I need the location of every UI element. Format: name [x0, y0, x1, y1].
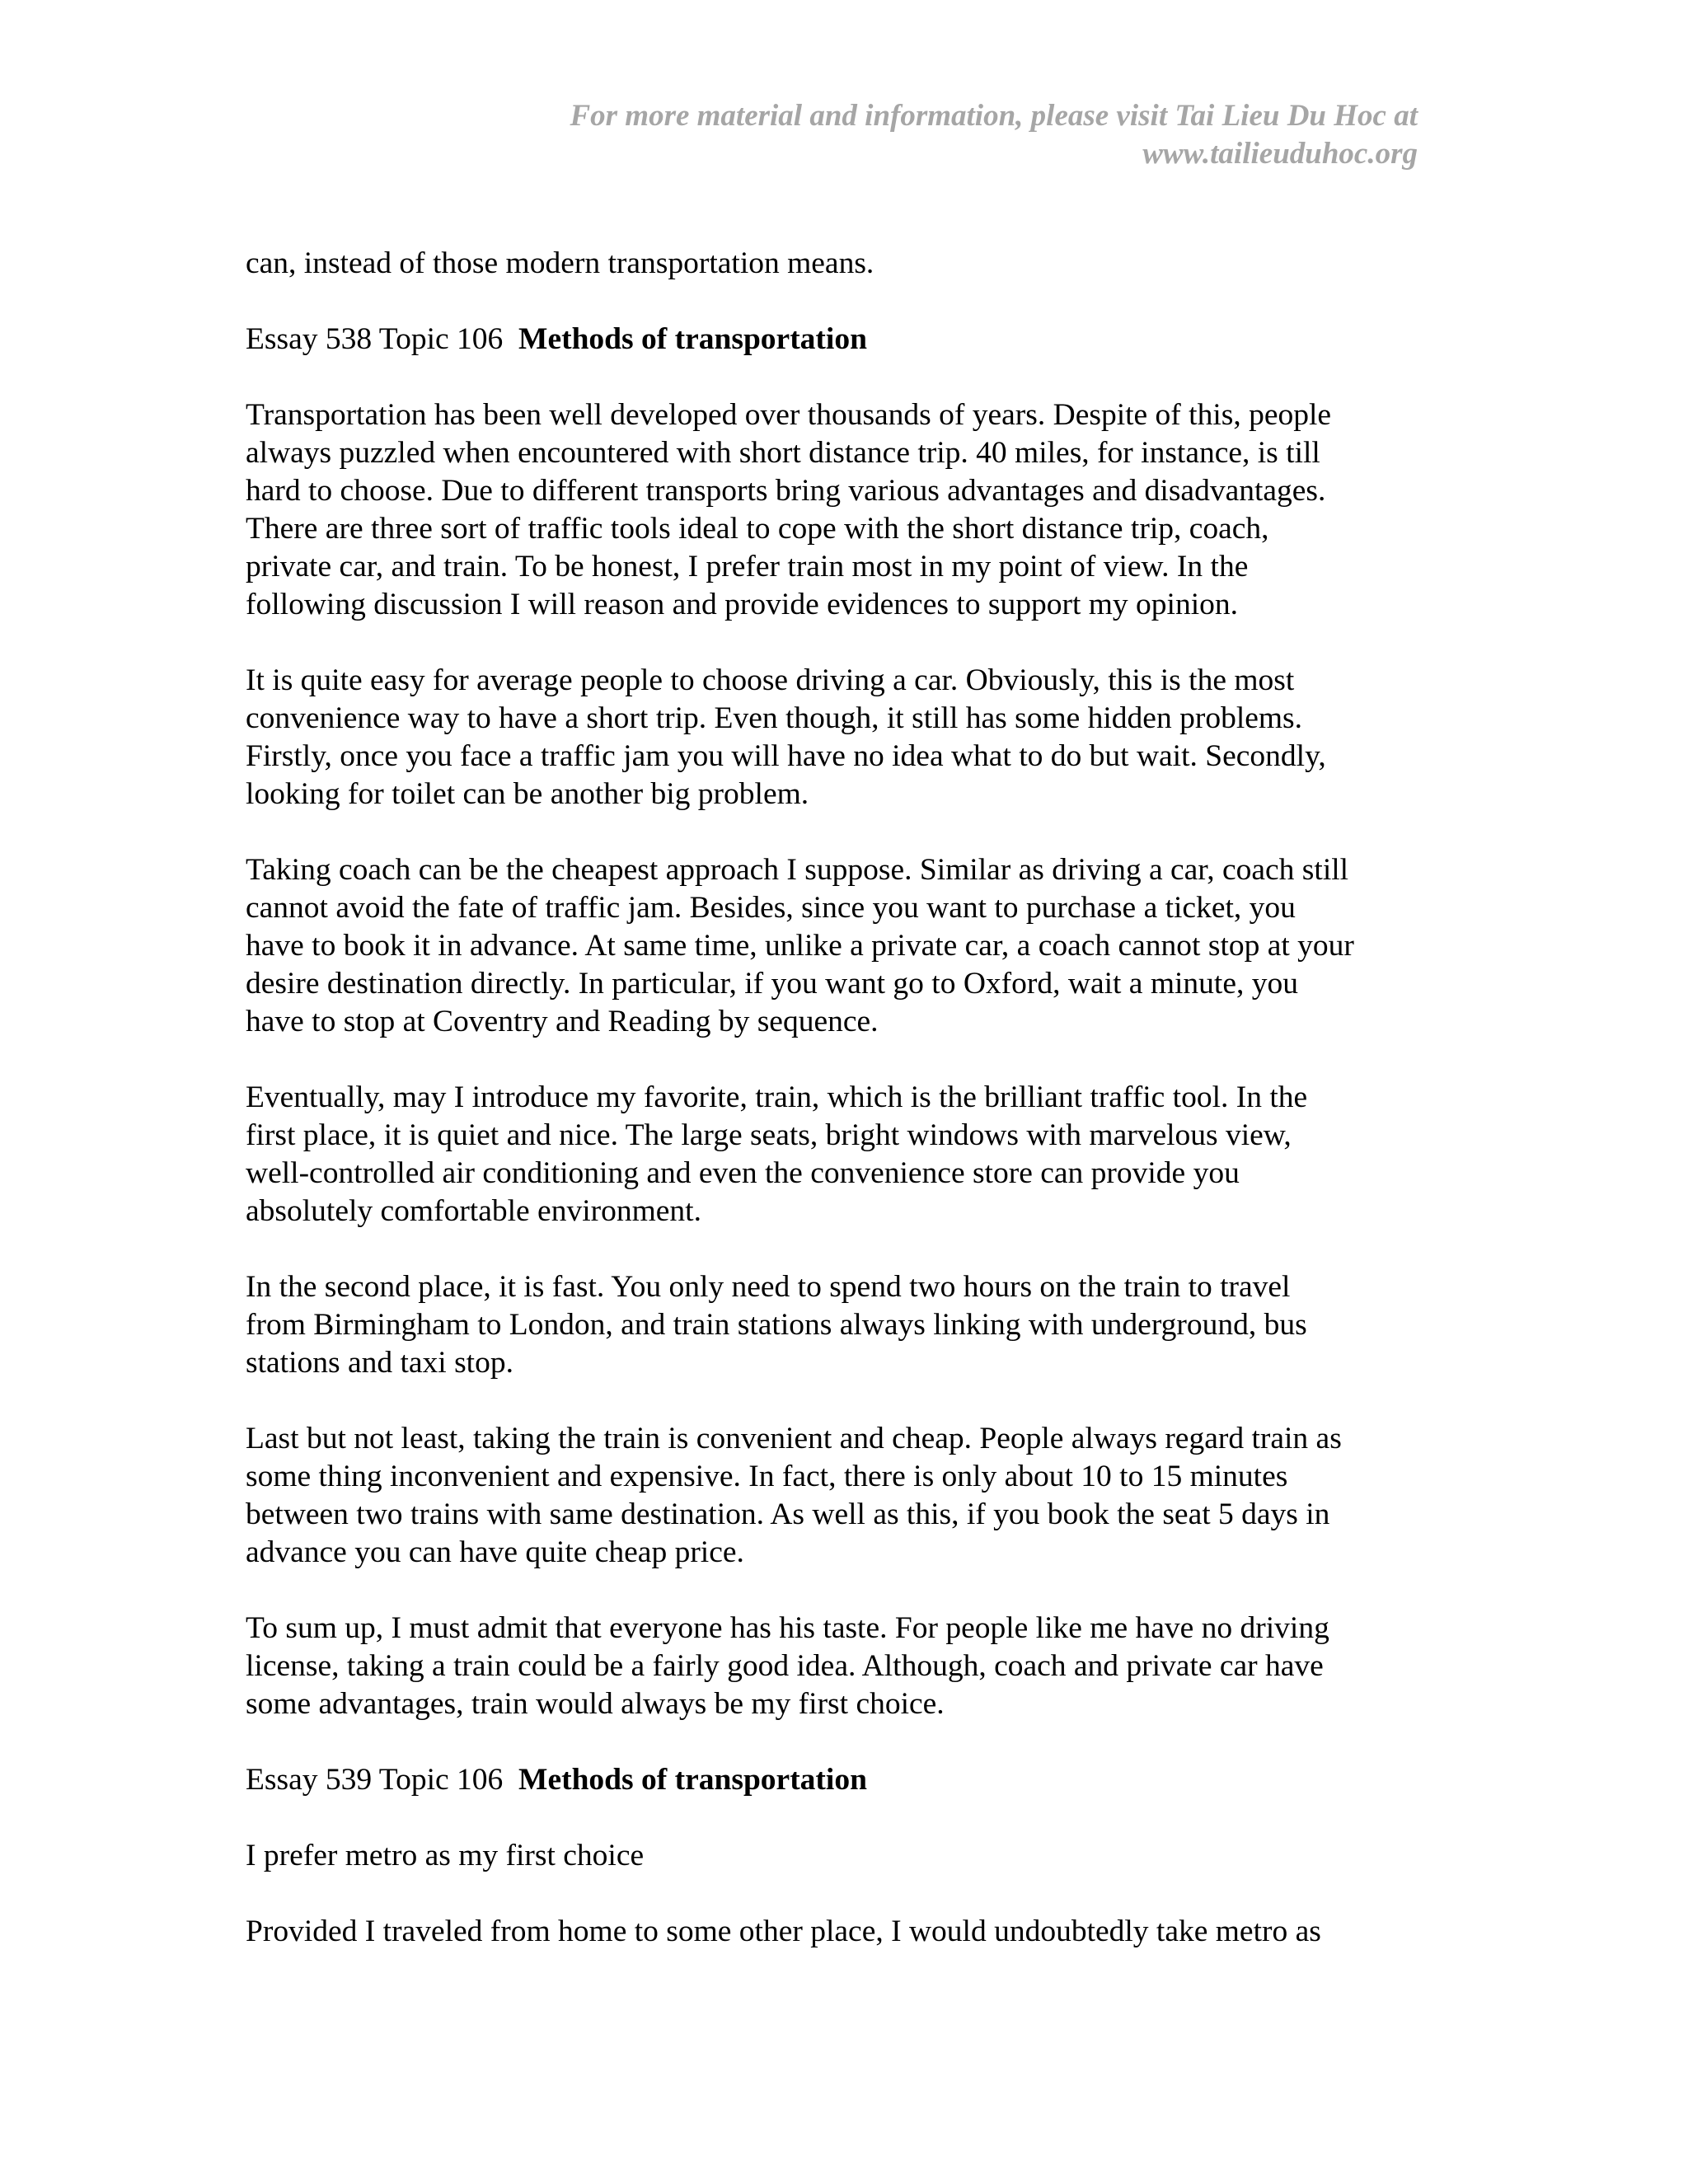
text-line: advance you can have quite cheap price.: [246, 1535, 744, 1569]
text-line: license, taking a train could be a fairly good idea. Although, coach and private car have: [246, 1649, 1324, 1683]
essay-title: Methods of transportation: [518, 322, 867, 356]
paragraph: [246, 1913, 1432, 1951]
text-line: always puzzled when encountered with short distance trip. 40 miles, for instance, is till: [246, 436, 1320, 470]
essay-title: Methods of transportation: [518, 1763, 867, 1797]
text-line: Transportation has been well developed over thousands of years. Despite of this, people: [246, 398, 1332, 432]
paragraph-gap: [246, 1723, 1432, 1761]
text-line: some advantages, train would always be my first choice.: [246, 1687, 945, 1721]
paragraph-gap: [246, 813, 1432, 851]
paragraph-gap: [246, 1875, 1432, 1913]
text-line: Taking coach can be the cheapest approach I suppose. Similar as driving a car, coach still: [246, 853, 1349, 887]
paragraph: [246, 851, 1432, 1041]
paragraph-gap: [246, 624, 1432, 662]
text-line: have to stop at Coventry and Reading by sequence.: [246, 1005, 879, 1038]
paragraph: [246, 662, 1432, 813]
paragraph-gap: [246, 1799, 1432, 1837]
text-line: Eventually, may I introduce my favorite, train, which is the brilliant traffic tool. In the: [246, 1080, 1308, 1114]
paragraph-gap: [246, 283, 1432, 321]
text-line: absolutely comfortable environment.: [246, 1194, 701, 1228]
paragraph-gap: [246, 1572, 1432, 1610]
paragraph: [246, 396, 1432, 624]
text-line: from Birmingham to London, and train stations always linking with underground, bus: [246, 1308, 1307, 1342]
text-line: cannot avoid the fate of traffic jam. Besides, since you want to purchase a ticket, you: [246, 891, 1296, 925]
text-line: hard to choose. Due to different transports bring various advantages and disadvantages.: [246, 474, 1326, 508]
text-line: convenience way to have a short trip. Even though, it still has some hidden problems.: [246, 701, 1303, 735]
text-line: It is quite easy for average people to choose driving a car. Obviously, this is the most: [246, 663, 1295, 697]
text-line: first place, it is quiet and nice. The large seats, bright windows with marvelous view,: [246, 1118, 1292, 1152]
essay-heading: [246, 1761, 1432, 1799]
essay-heading: [246, 321, 1432, 359]
page-header: [429, 97, 1418, 173]
header-line-1: For more material and information, please visit Tai Lieu Du Hoc at: [570, 99, 1418, 133]
text-line: Last but not least, taking the train is convenient and cheap. People always regard train as: [246, 1422, 1342, 1455]
text-line: I prefer metro as my first choice: [246, 1839, 645, 1872]
text-line: private car, and train. To be honest, I prefer train most in my point of view. In the: [246, 550, 1249, 583]
paragraph: [246, 245, 1432, 283]
essay-number: Essay 539 Topic 106: [246, 1763, 504, 1797]
text-line: following discussion I will reason and provide evidences to support my opinion.: [246, 588, 1238, 621]
text-line: There are three sort of traffic tools ideal to cope with the short distance trip, coach,: [246, 512, 1269, 546]
text-line: some thing inconvenient and expensive. In fact, there is only about 10 to 15 minutes: [246, 1460, 1288, 1493]
paragraph: [246, 1079, 1432, 1230]
text-line: Firstly, once you face a traffic jam you will have no idea what to do but wait. Secondly,: [246, 739, 1326, 773]
text-line: In the second place, it is fast. You only need to spend two hours on the train to travel: [246, 1270, 1291, 1304]
header-line-2: www.tailieuduhoc.org: [1142, 137, 1418, 171]
text-line: looking for toilet can be another big problem.: [246, 777, 809, 811]
paragraph: [246, 1420, 1432, 1572]
paragraph: [246, 1837, 1432, 1875]
paragraph-gap: [246, 1382, 1432, 1420]
text-line: have to book it in advance. At same time, unlike a private car, a coach cannot stop at your: [246, 929, 1354, 963]
paragraph: [246, 1268, 1432, 1382]
paragraph-gap: [246, 359, 1432, 396]
text-line: can, instead of those modern transportation means.: [246, 246, 874, 280]
paragraph-gap: [246, 1230, 1432, 1268]
paragraph-gap: [246, 1041, 1432, 1079]
text-line: stations and taxi stop.: [246, 1346, 513, 1380]
paragraph: [246, 1610, 1432, 1723]
document-body: [246, 245, 1432, 1951]
essay-number: Essay 538 Topic 106: [246, 322, 504, 356]
text-line: To sum up, I must admit that everyone has his taste. For people like me have no driving: [246, 1611, 1329, 1645]
text-line: well-controlled air conditioning and even the convenience store can provide you: [246, 1156, 1240, 1190]
text-line: desire destination directly. In particular, if you want go to Oxford, wait a minute, you: [246, 967, 1298, 1001]
text-line: Provided I traveled from home to some other place, I would undoubtedly take metro as: [246, 1915, 1321, 1948]
text-line: between two trains with same destination. As well as this, if you book the seat 5 days in: [246, 1497, 1330, 1531]
